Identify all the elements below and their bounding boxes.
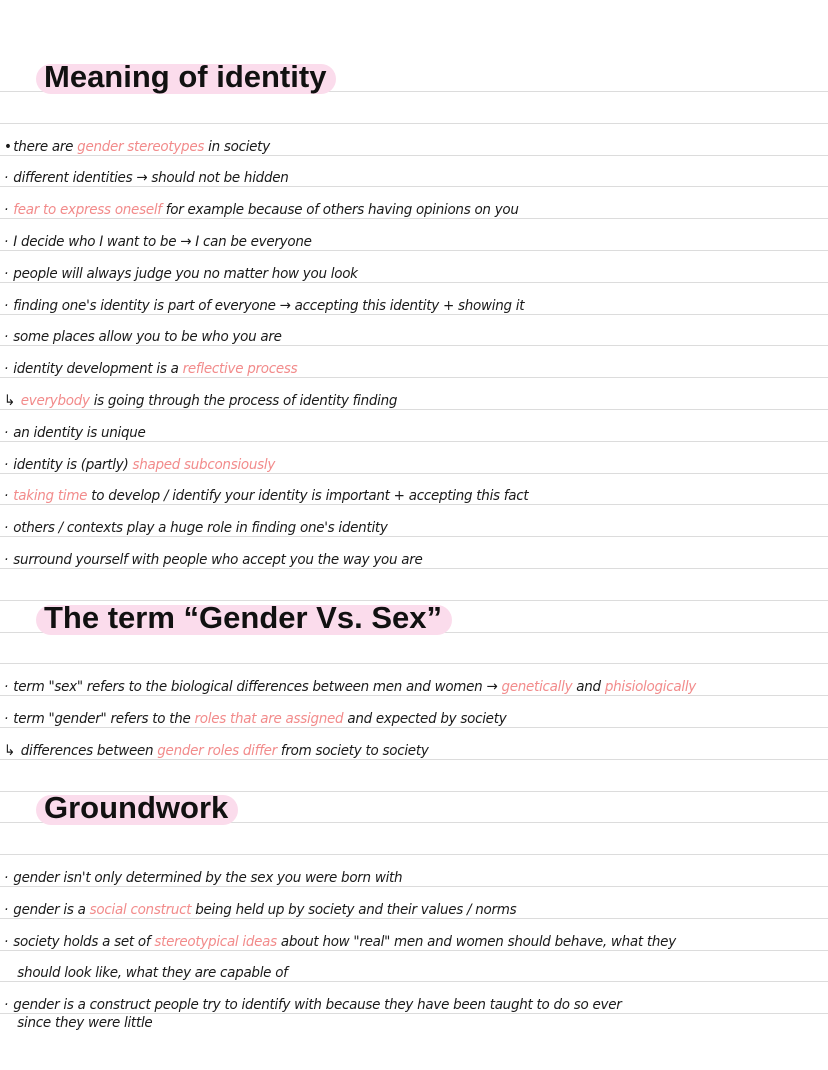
highlighted-term: shaped subconsiously — [132, 457, 276, 473]
note-text: I decide who I want to be → I can be everyone — [13, 234, 312, 250]
bullet-icon: · — [4, 425, 9, 441]
note-item — [4, 901, 516, 919]
note-text: finding one's identity is part of everyone → accepting this identity + showing it — [13, 298, 525, 314]
bullet-icon: · — [4, 520, 9, 536]
ruled-line — [0, 854, 828, 855]
bullet-icon: · — [4, 298, 9, 314]
note-text: for example because of others having opinions on you — [161, 202, 519, 218]
bullet-icon: · — [4, 902, 9, 918]
highlighted-term: gender roles differ — [157, 743, 277, 759]
bullet-icon: · — [4, 934, 9, 950]
highlighted-term: fear to express oneself — [13, 202, 162, 218]
note-item — [4, 328, 282, 346]
note-text: gender is a — [13, 902, 90, 918]
bullet-icon: · — [4, 552, 9, 568]
note-item — [4, 138, 270, 156]
bullet-icon: · — [4, 457, 9, 473]
bullet-icon: · — [4, 488, 9, 504]
note-item — [8, 964, 288, 982]
note-item — [8, 1014, 152, 1032]
note-text: being held up by society and their values / norms — [191, 902, 517, 918]
section-heading — [36, 59, 336, 94]
highlighted-term: genetically — [501, 679, 573, 695]
note-item — [4, 487, 528, 505]
bullet-icon: · — [4, 870, 9, 886]
bullet-icon: • — [4, 139, 12, 155]
section-heading-text: The term “Gender Vs. Sex” — [44, 600, 442, 635]
section-heading-text: Meaning of identity — [44, 59, 327, 94]
note-text: others / contexts play a huge role in finding one's identity — [13, 520, 388, 536]
note-item — [4, 456, 275, 474]
highlighted-term: reflective process — [182, 361, 298, 377]
note-text: there are — [13, 139, 78, 155]
bullet-icon: · — [4, 202, 9, 218]
note-item — [4, 710, 506, 728]
note-text: gender isn't only determined by the sex you were born with — [13, 870, 403, 886]
note-item — [4, 297, 524, 315]
note-text: is going through the process of identity finding — [89, 393, 398, 409]
sub-arrow-icon: ↳ — [4, 393, 16, 409]
note-item — [4, 169, 289, 187]
highlighted-term: social construct — [89, 902, 192, 918]
bullet-icon: · — [4, 234, 9, 250]
bullet-icon: · — [4, 361, 9, 377]
note-item — [4, 551, 423, 569]
note-item — [4, 742, 429, 760]
note-text: gender is a construct people try to identify with because they have been taught to do so ever — [13, 997, 622, 1013]
note-text: since they were little — [17, 1015, 153, 1031]
bullet-icon: · — [4, 170, 9, 186]
note-item — [4, 869, 402, 887]
note-text: an identity is unique — [13, 425, 146, 441]
section-heading-text: Groundwork — [44, 790, 229, 825]
note-text: identity development is a — [13, 361, 183, 377]
note-item — [4, 678, 696, 696]
ruled-line — [0, 123, 828, 124]
note-text: some places allow you to be who you are — [13, 329, 282, 345]
bullet-icon: · — [4, 266, 9, 282]
note-item — [4, 424, 146, 442]
note-text: surround yourself with people who accept you the way you are — [13, 552, 423, 568]
highlighted-term: gender stereotypes — [77, 139, 205, 155]
note-text: and expected by society — [343, 711, 507, 727]
note-text: in society — [204, 139, 270, 155]
note-text: different identities → should not be hidden — [13, 170, 289, 186]
note-text: should look like, what they are capable of — [17, 965, 288, 981]
section-heading — [36, 600, 452, 635]
note-text: term "sex" refers to the biological differences between men and women → — [13, 679, 502, 695]
note-text: identity is (partly) — [13, 457, 133, 473]
note-text: term "gender" refers to the — [13, 711, 195, 727]
bullet-icon: · — [4, 711, 9, 727]
note-text: from society to society — [276, 743, 429, 759]
note-text: differences between — [20, 743, 158, 759]
note-text: people will always judge you no matter how you look — [13, 266, 358, 282]
bullet-icon: · — [4, 997, 9, 1013]
bullet-icon: · — [4, 329, 9, 345]
note-item — [4, 201, 519, 219]
sub-arrow-icon: ↳ — [4, 743, 16, 759]
note-text: and — [572, 679, 605, 695]
note-item — [4, 392, 397, 410]
note-text: society holds a set of — [13, 934, 155, 950]
note-item — [4, 233, 312, 251]
bullet-icon: · — [4, 679, 9, 695]
note-item — [4, 265, 358, 283]
section-heading — [36, 790, 238, 825]
note-item — [4, 933, 676, 951]
note-item — [4, 519, 388, 537]
highlighted-term: roles that are assigned — [194, 711, 344, 727]
highlighted-term: stereotypical ideas — [154, 934, 277, 950]
note-item — [4, 360, 297, 378]
highlighted-term: everybody — [20, 393, 90, 409]
note-text: to develop / identify your identity is important + accepting this fact — [87, 488, 529, 504]
highlighted-term: phisiologically — [604, 679, 697, 695]
note-text: about how "real" men and women should behave, what they — [276, 934, 676, 950]
highlighted-term: taking time — [13, 488, 88, 504]
note-item — [4, 996, 622, 1014]
ruled-line — [0, 663, 828, 664]
